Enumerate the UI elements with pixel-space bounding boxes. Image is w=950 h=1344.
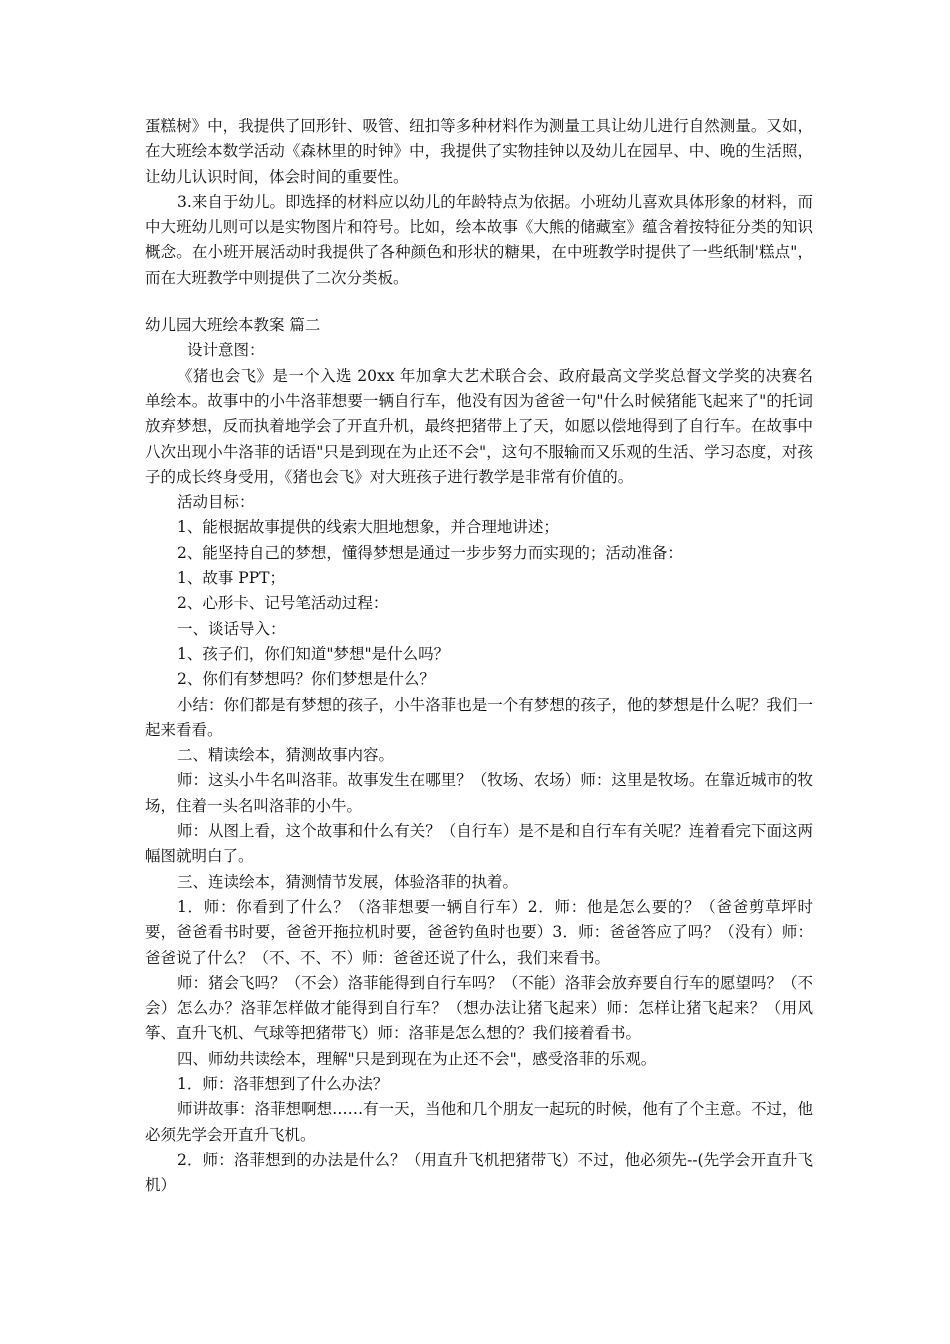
paragraph: 四、师幼共读绘本，理解"只是到现在为止还不会"，感受洛菲的乐观。	[177, 1049, 657, 1068]
paragraph: 2、能坚持自己的梦想，懂得梦想是通过一步步努力而实现的；活动准备：	[177, 543, 683, 562]
paragraph: 活动目标：	[177, 493, 255, 512]
paragraph: 一、谈话导入：	[177, 619, 286, 638]
paragraph: 1．师：你看到了什么？（洛菲想要一辆自行车）2．师：他是怎么要的？（爸爸剪草坪时要，爸爸看书时要，爸爸开拖拉机时要，爸爸钓鱼时也要）3．师：爸爸答应了吗？（没有）师：爸爸说了什么？（不、不、不）师：爸爸还说了什么，我们来看书。	[145, 897, 813, 967]
paragraph: 1、故事 PPT；	[177, 569, 285, 588]
paragraph: 1、孩子们，你们知道"梦想"是什么吗？	[177, 644, 450, 663]
paragraph: 小结：你们都是有梦想的孩子，小牛洛菲也是一个有梦想的孩子，他的梦想是什么呢？我们一起来看看。	[145, 695, 813, 739]
paragraph: 设计意图：	[187, 341, 265, 360]
paragraph: 幼儿园大班绘本教案 篇二	[145, 316, 321, 335]
paragraph: 2、你们有梦想吗？你们梦想是什么？	[177, 670, 435, 689]
paragraph: 三、连读绘本，猜测情节发展，体验洛菲的执着。	[177, 872, 519, 891]
paragraph: 二、精读绘本，猜测故事内容。	[177, 746, 395, 765]
paragraph: 师讲故事：洛菲想啊想……有一天，当他和几个朋友一起玩的时候，他有了个主意。不过，他必须先学会开直升飞机。	[145, 1100, 813, 1144]
paragraph: 师：从图上看，这个故事和什么有关？（自行车）是不是和自行车有关呢？连着看完下面这两幅图就明白了。	[145, 822, 813, 866]
paragraph: 1、能根据故事提供的线索大胆地想象，并合理地讲述；	[177, 518, 559, 537]
paragraph: 2．师：洛菲想到的办法是什么？（用直升飞机把猪带飞）不过，他必须先--(先学会开直升飞机）	[145, 1150, 813, 1195]
paragraph: 师：猪会飞吗？（不会）洛菲能得到自行车吗？（不能）洛菲会放弃要自行车的愿望吗？（不会）怎么办？洛菲怎样做才能得到自行车？（想办法让猪飞起来）师：怎样让猪飞起来？（用风筝、直升飞机、气球等把猪带飞）师：洛菲是怎么想的？我们接着看书。	[145, 973, 813, 1043]
paragraph: 《猪也会飞》是一个入选 20xx 年加拿大艺术联合会、政府最高文学奖总督文学奖的决赛名单绘本。故事中的小牛洛菲想要一辆自行车，他没有因为爸爸一句"什么时候猪能飞起来了"的托词放弃梦想，反而执着地学会了开直升机，最终把猪带上了天，如愿以偿地得到了自行车。在故事中八次出现小牛洛菲的话语"只是到现在为止还不会"，这句不服输而又乐观的生活、学习态度，对孩子的成长终身受用，《猪也会飞》对大班孩子进行教学是非常有价值的。	[145, 366, 813, 486]
paragraph: 3.来自于幼儿。即选择的材料应以幼儿的年龄特点为依据。小班幼儿喜欢具体形象的材料，而中大班幼儿则可以是实物图片和符号。比如，绘本故事《大熊的储藏室》蕴含着按特征分类的知识概念。在小班开展活动时我提供了各种颜色和形状的糖果，在中班教学时提供了一些纸制'糕点"，而在大班教学中则提供了二次分类板。	[145, 192, 813, 287]
document-body	[145, 114, 813, 1198]
paragraph: 蛋糕树》中，我提供了回形针、吸管、纽扣等多种材料作为测量工具让幼儿进行自然测量。又如，在大班绘本数学活动《森林里的时钟》中，我提供了实物挂钟以及幼儿在园早、中、晚的生活照，让幼儿认识时间，体会时间的重要性。	[145, 117, 813, 186]
paragraph: 1．师：洛菲想到了什么办法？	[177, 1074, 389, 1093]
paragraph: 2、心形卡、记号笔活动过程：	[177, 594, 389, 613]
section-spacer	[145, 291, 813, 313]
paragraph: 师：这头小牛名叫洛菲。故事发生在哪里？（牧场、农场）师：这里是牧场。在靠近城市的牧场，住着一头名叫洛菲的小牛。	[145, 771, 813, 815]
